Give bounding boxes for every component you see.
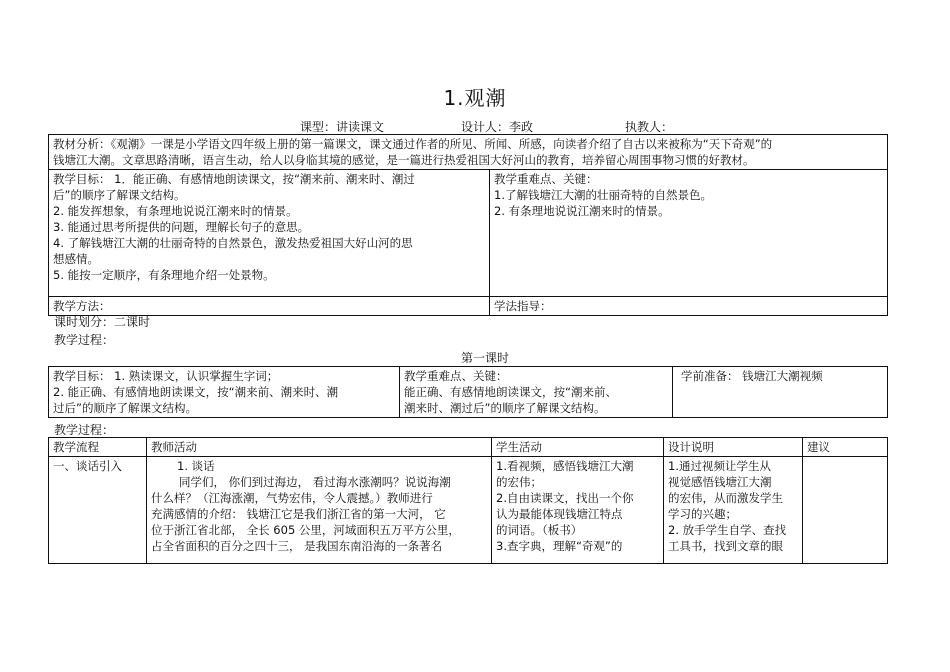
student-activity-line: 认为最能体现钱塘江特点 bbox=[496, 507, 623, 521]
process-label-2: 教学过程： bbox=[54, 423, 115, 437]
student-activity-line: 3.查字典，理解“奇观”的 bbox=[496, 539, 623, 553]
flow-stage: 一、谈话引入 bbox=[49, 457, 147, 564]
lesson1-goals-cell bbox=[49, 367, 400, 418]
goal-line: 3. 能通过思考所提供的问题，理解长句子的意思。 bbox=[53, 220, 310, 234]
lesson1-goal-line: 教学目标： 1. 熟读课文，认识掌握生字词； bbox=[53, 369, 279, 383]
analysis-cell bbox=[49, 135, 888, 170]
lesson1-prep: 学前准备： 钱塘江大潮视频 bbox=[681, 369, 823, 383]
flow-table bbox=[48, 437, 888, 564]
study-guide-cell: 学法指导： bbox=[490, 297, 888, 316]
goal-line: 5. 能按一定顺序，有条理地介绍一处景物。 bbox=[53, 268, 275, 282]
first-lesson-heading: 第一课时 bbox=[461, 351, 510, 365]
key-point-line: 教学重难点、关键： bbox=[494, 172, 598, 186]
analysis-row bbox=[49, 135, 888, 170]
lesson-plan-table bbox=[48, 134, 888, 316]
student-activity-line: 2.自由读课文，找出一个你 bbox=[496, 491, 634, 505]
analysis-line: 钱塘江大潮。文章思路清晰，语言生动，给人以身临其境的感觉，是一篇进行热爱祖国大好河山的教育，培养留心周围事物习惯的好教材。 bbox=[53, 153, 755, 167]
goal-line: 后”的顺序了解课文结构。 bbox=[53, 188, 186, 202]
designer: 设计人：李政 bbox=[461, 120, 534, 134]
lesson1-goal-line: 过后”的顺序了解课文结构。 bbox=[53, 401, 197, 415]
design-note-cell bbox=[664, 457, 803, 564]
student-activity-cell bbox=[492, 457, 664, 564]
teacher-activity-line: 位于浙江省北部， 全长 605 公里，河域面积五万平方公里， bbox=[151, 523, 460, 537]
flow-header: 教学流程 bbox=[49, 438, 147, 457]
periods: 课时划分：二课时 bbox=[54, 315, 151, 329]
flow-header: 学生活动 bbox=[492, 438, 664, 457]
flow-row bbox=[49, 457, 888, 564]
goal-line: 教学目标： 1．能正确、有感情地朗读课文，按“潮来前、潮来时、潮过 bbox=[53, 172, 415, 186]
design-note-line: 学习的兴趣； bbox=[668, 507, 737, 521]
lesson1-key-line: 能正确、有感情地朗读课文，按“潮来前、 bbox=[404, 385, 617, 399]
key-point-line: 2. 有条理地说说江潮来时的情景。 bbox=[494, 204, 670, 218]
lesson1-row bbox=[49, 367, 888, 418]
course-type: 课型：讲读课文 bbox=[300, 120, 385, 134]
goal-line: 想感情。 bbox=[53, 252, 99, 266]
student-activity-line: 1.看视频，感悟钱塘江大潮 bbox=[496, 459, 634, 473]
teacher-activity-line: 占全省面积的百分之四十三， 是我国东南沿海的一条著名 bbox=[151, 539, 443, 553]
teacher: 执教人： bbox=[625, 120, 674, 134]
key-points-cell bbox=[490, 170, 888, 297]
lesson1-key-cell bbox=[400, 367, 673, 418]
design-note-line: 1.通过视频让学生从 bbox=[668, 459, 771, 473]
goals-cell bbox=[49, 170, 490, 297]
goal-line: 4. 了解钱塘江大潮的壮丽奇特的自然景色，激发热爱祖国大好山河的思 bbox=[53, 236, 413, 250]
flow-header: 设计说明 bbox=[664, 438, 803, 457]
lesson1-prep-cell bbox=[673, 367, 888, 418]
design-note-line: 视觉感悟钱塘江大潮 bbox=[668, 475, 772, 489]
teacher-activity-cell bbox=[147, 457, 492, 564]
lesson1-goal-line: 2. 能正确、有感情地朗读课文，按“潮来前、潮来时、潮 bbox=[53, 385, 339, 399]
lesson1-key-line: 潮来时、潮过后”的顺序了解课文结构。 bbox=[404, 401, 606, 415]
method-cell: 教学方法： bbox=[49, 297, 490, 316]
teacher-activity-line: 同学们， 你们到过海边， 看过海水涨潮吗？说说海潮 bbox=[179, 475, 451, 489]
flow-header: 教师活动 bbox=[147, 438, 492, 457]
teacher-activity-line: 充满感情的介绍： 钱塘江它是我们浙江省的第一大河， 它 bbox=[151, 507, 446, 521]
method-row bbox=[49, 297, 888, 316]
key-point-line: 1.了解钱塘江大潮的壮丽奇特的自然景色。 bbox=[494, 188, 712, 202]
goals-row bbox=[49, 170, 888, 297]
process-label: 教学过程： bbox=[54, 333, 115, 347]
flow-header-row bbox=[49, 438, 888, 457]
analysis-line: 教材分析：《观潮》一课是小学语文四年级上册的第一篇课文，课文通过作者的所见、所闻、所感，向读者介绍了自古以来被称为“天下奇观”的 bbox=[53, 137, 773, 151]
design-note-line: 工具书，找到文章的眼 bbox=[668, 539, 783, 553]
lesson1-table bbox=[48, 366, 888, 418]
page-title: 1.观潮 bbox=[443, 86, 507, 110]
design-note-line: 的宏伟，从而激发学生 bbox=[668, 491, 783, 505]
teacher-activity-line: 什么样？（江海涨潮，气势宏伟，令人震撼。）教师进行 bbox=[151, 491, 433, 505]
design-note-line: 2. 放手学生自学、查找 bbox=[668, 523, 787, 537]
teacher-activity-title: 1. 谈话 bbox=[177, 459, 215, 473]
goal-line: 2. 能发挥想象，有条理地说说江潮来时的情景。 bbox=[53, 204, 298, 218]
student-activity-line: 的宏伟； bbox=[496, 475, 542, 489]
suggestion-cell bbox=[803, 457, 888, 564]
lesson1-key-line: 教学重难点、关键： bbox=[404, 369, 508, 383]
student-activity-line: 的词语。（板书） bbox=[496, 523, 583, 537]
flow-header: 建议 bbox=[803, 438, 888, 457]
